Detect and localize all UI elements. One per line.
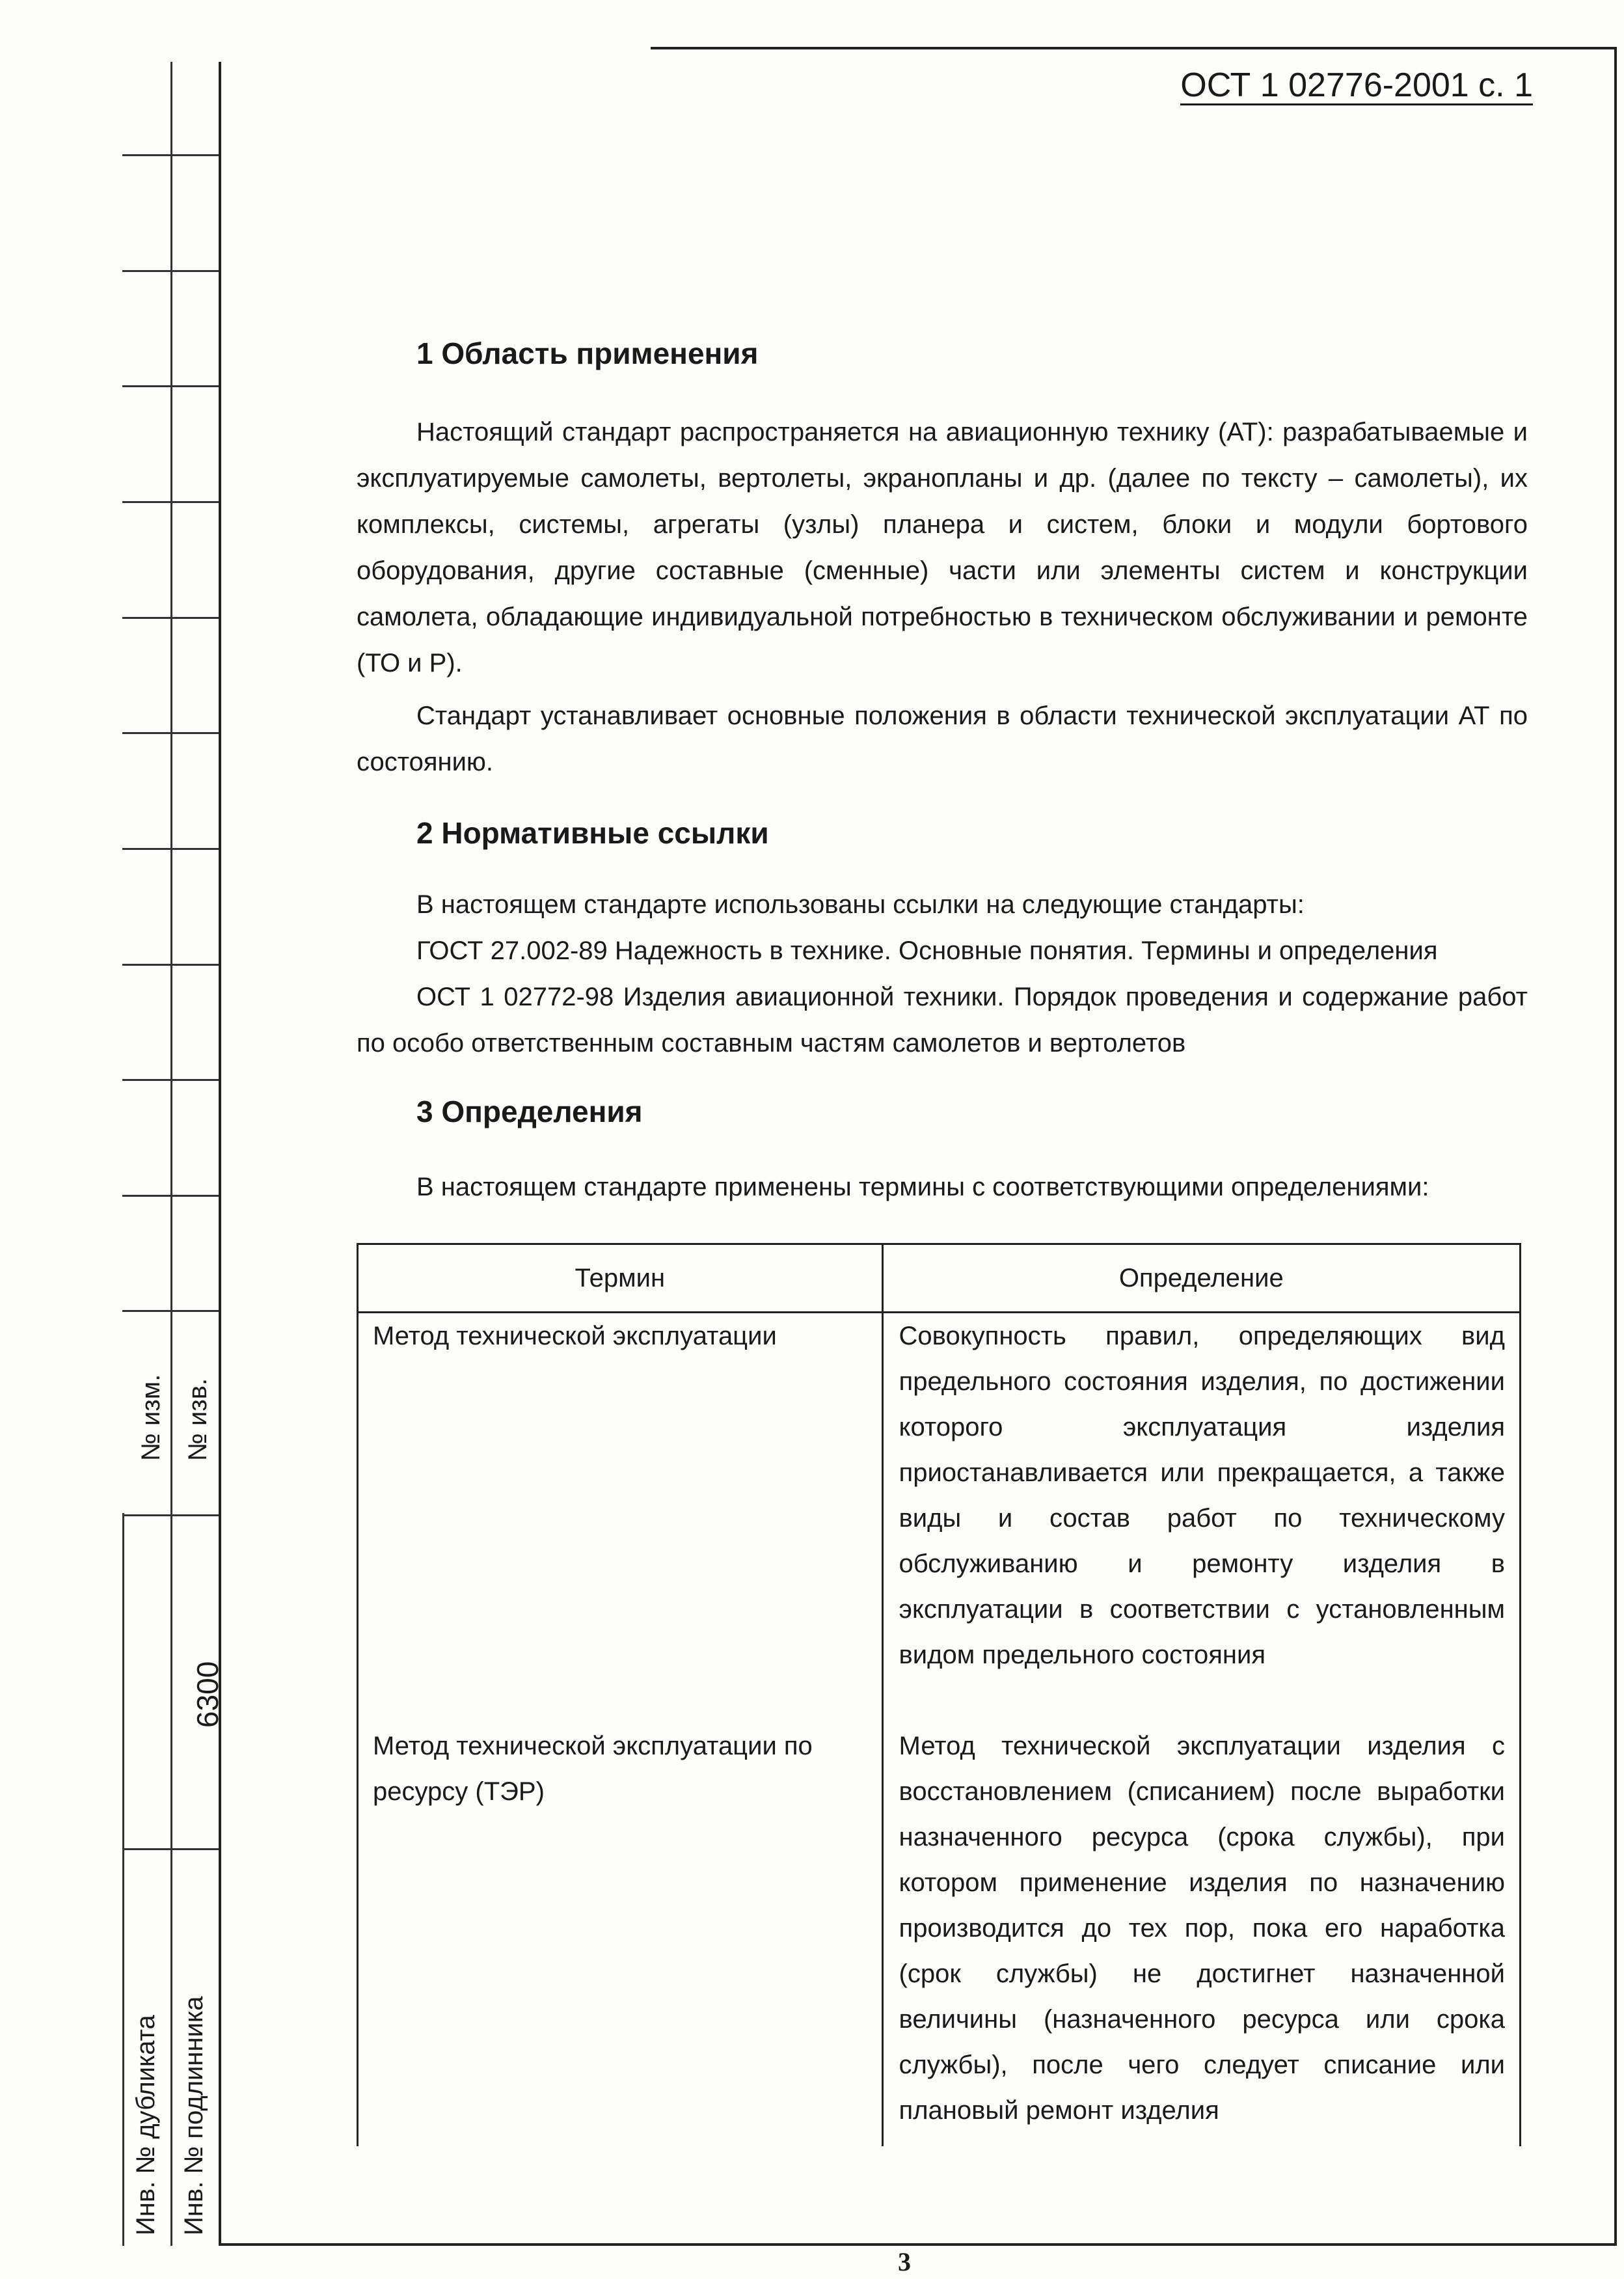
section-1-paragraph: Настоящий стандарт распространяется на авиационную технику (АТ): разрабатываемые и эксплуатируемые самолеты, вертолеты, экранопланы и др. (далее по тексту – самолеты), их комплексы, системы, агрегаты (узлы) планера и систем, блоки и модули бортового оборудования, другие составные (сменные) части или элементы систем и конструкции самолета, обладающие индивидуальной потребностью в техническом обслуживании и ремонте (ТО и Р). [357, 418, 1528, 677]
izm-label: № изм. [137, 1374, 165, 1461]
section-2-title: 2 Нормативные ссылки [416, 816, 769, 850]
section-2-paragraph: В настоящем стандарте использованы ссылки на следующие стандарты: [416, 890, 1305, 919]
inv-podlinnika-label: Инв. № подлинника [180, 1996, 208, 2235]
frame-right-line [1614, 47, 1617, 2245]
stamp-divider [122, 501, 219, 503]
definitions-table [357, 1243, 1521, 2146]
table-header-row [358, 1244, 1521, 1313]
stamp-divider [122, 1079, 219, 1081]
document-code: ОСТ 1 02776-2001 с. 1 [1180, 66, 1533, 104]
page-number: 3 [898, 2247, 911, 2276]
table-row [358, 1723, 1521, 2133]
term-cell: Метод технической эксплуатации по ресурсу (ТЭР) [358, 1723, 883, 2133]
stamp-outer-line [122, 1513, 124, 2246]
section-1-title: 1 Область применения [416, 336, 759, 370]
column-header-term: Термин [358, 1244, 883, 1313]
table-row [358, 1313, 1521, 1678]
definition-cell: Метод технической эксплуатации изделия с восстановлением (списанием) после выработки назначенного ресурса (срока службы), при котором применение изделия по назначению производится до тех пор, пока его наработка (срок службы) не достигнет назначенной величины (назначенного ресурса или срока службы), после чего следует списание или плановый ремонт изделия [882, 1723, 1520, 2133]
frame-top-line [651, 47, 1617, 49]
definition-cell: Совокупность правил, определяющих вид предельного состояния изделия, по достижении которого эксплуатация изделия приостанавливается или прекращается, а также виды и состав работ по техническому обслуживанию и ремонту изделия в эксплуатации в соответствии с установленным видом предельного состояния [882, 1313, 1520, 1678]
stamp-divider [122, 964, 219, 966]
table-row-spacer [358, 2133, 1521, 2146]
stamp-divider [122, 732, 219, 734]
section-3-title: 3 Определения [416, 1095, 643, 1128]
column-header-definition: Определение [882, 1244, 1520, 1313]
stamp-divider [122, 1848, 219, 1850]
side-stamp [122, 62, 224, 2246]
stamp-divider [122, 1310, 219, 1312]
term-cell: Метод технической эксплуатации [358, 1313, 883, 1678]
stamp-divider [122, 848, 219, 850]
stamp-divider [122, 617, 219, 619]
section-2-reference: ОСТ 1 02772-98 Изделия авиационной техники. Порядок проведения и содержание работ по особо ответственным составным частям самолетов и вертолетов [357, 983, 1528, 1058]
table-row-spacer [358, 1678, 1521, 1723]
section-2-reference: ГОСТ 27.002-89 Надежность в технике. Основные понятия. Термины и определения [416, 936, 1438, 965]
document-body [357, 338, 1528, 1210]
stamp-divider [122, 154, 219, 156]
stamp-divider [122, 1514, 219, 1516]
frame-left-line [219, 62, 221, 2246]
inv-dublikata-label: Инв. № дубликата [131, 2015, 160, 2235]
stamp-divider [122, 1195, 219, 1197]
section-3-paragraph: В настоящем стандарте применены термины с соответствующими определениями: [416, 1173, 1429, 1201]
stamp-divider [122, 385, 219, 387]
stamp-middle-line [170, 62, 172, 2246]
section-1-paragraph: Стандарт устанавливает основные положения в области технической эксплуатации АТ по состоянию. [357, 702, 1528, 776]
izv-label: № изв. [183, 1378, 212, 1461]
stamp-divider [122, 270, 219, 272]
inv-number: 6300 [191, 1661, 224, 1728]
frame-bottom-line [221, 2243, 1617, 2246]
